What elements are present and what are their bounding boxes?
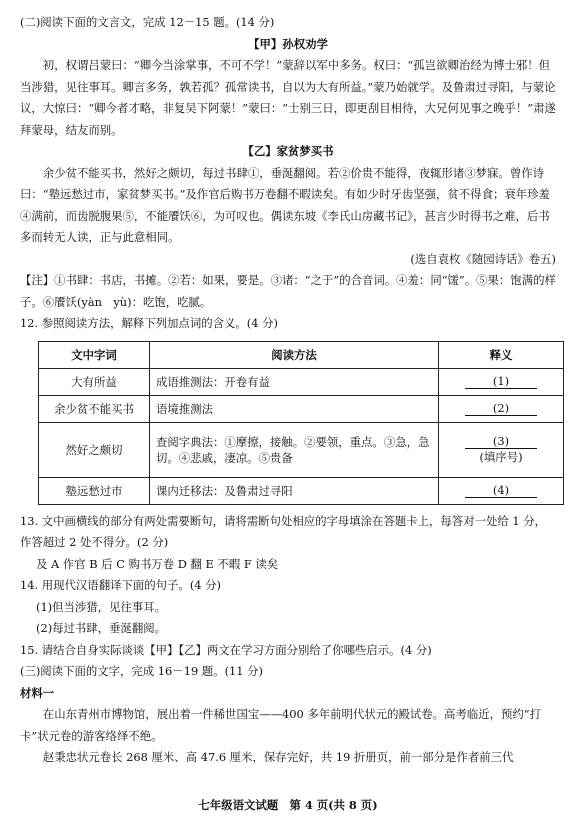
vocab-table <box>38 341 564 505</box>
table-row <box>39 477 564 504</box>
table-cell-answer <box>439 422 564 477</box>
answer-blank: (1) <box>465 374 537 389</box>
table-cell-method: 查阅字典法：①摩擦，接触。②要领，重点。③急，急切。④悲戚，凄凉。⑤贵备 <box>150 422 439 477</box>
passage-jia-title: 【甲】孙权劝学 <box>248 36 328 51</box>
table-cell-answer <box>439 368 564 395</box>
material-1-text: 在山东青州市博物馆，展出着一件稀世国宝——400 多年前明代状元的殿试卷。高考临近，预约“打卡”状元卷的游客络绎不绝。 <box>20 707 542 743</box>
table-row <box>39 395 564 422</box>
question-14-sentence-2: (2)每过书肆，垂涎翻阅。 <box>36 621 167 635</box>
table-row <box>39 368 564 395</box>
table-cell-word: 塾远愁过市 <box>39 477 150 504</box>
table-header: 阅读方法 <box>150 341 439 368</box>
table-cell-method: 成语推测法：开卷有益 <box>150 368 439 395</box>
annotation-note: 【注】①书肆：书店，书摊。②若：如果，要是。③诸：“之于”的合音词。④羞：同“馐”。⑤果：饱满的样子。⑥餍饫(yàn yù)：吃饱，吃腻。 <box>20 273 556 309</box>
question-14: 14. 用现代汉语翻译下面的句子。(4 分) <box>20 578 221 592</box>
page-footer: 七年级语文试题 第 4 页(共 8 页) <box>198 798 378 812</box>
passage-source: (选自袁枚《随园诗话》卷五) <box>410 251 556 266</box>
answer-blank: (4) <box>465 483 537 498</box>
answer-blank: (3) <box>465 434 537 449</box>
table-header-row <box>39 341 564 368</box>
material-1-text-2: 赵秉忠状元卷长 268 厘米、高 47.6 厘米，保存完好，共 19 折册页，前一部分是作者前三代 <box>42 750 514 764</box>
table-cell-answer <box>439 395 564 422</box>
question-15: 15. 请结合自身实际谈谈【甲】【乙】两文在学习方面分别给了你哪些启示。(4 分) <box>20 642 432 657</box>
passage-yi-title: 【乙】家贫梦买书 <box>242 144 334 158</box>
material-1-title: 材料一 <box>20 685 55 700</box>
section2-title: (二)阅读下面的文言文，完成 12－15 题。(14 分) <box>20 15 275 29</box>
table-cell-answer <box>439 477 564 504</box>
table-cell-method: 课内迁移法：及鲁肃过寻阳 <box>150 477 439 504</box>
question-13: 13. 文中画横线的部分有两处需要断句，请将需断句处相应的字母填涂在答题卡上，每答对一处给 1 分，作答超过 2 处不得分。(2 分) <box>20 513 547 549</box>
passage-yi-text: 余少贫不能买书，然好之颇切，每过书肆①，垂涎翻阅。若②价贵不能得，夜辄形诸③梦寐。曾作诗曰：“塾远愁过市，家贫梦买书。”及作官后购书万卷翻不暇读矣。有如少时牙齿坚强，贫不得食；衰年珍羞④满前，而齿脱腹果⑤，不能餍饫⑥，为可叹也。偶读东坡《李氏山房藏书记》，甚言少时得书之难，后书多而转无人读，正与此意相同。 <box>20 165 550 244</box>
table-cell-word: 大有所益 <box>39 368 150 395</box>
answer-hint: (填序号) <box>479 450 523 464</box>
table-header: 释义 <box>439 341 564 368</box>
question-12: 12. 参照阅读方法，解释下列加点词的含义。(4 分) <box>20 316 278 330</box>
table-cell-word: 余少贫不能买书 <box>39 395 150 422</box>
answer-blank: (2) <box>465 401 537 416</box>
exam-page <box>20 12 556 769</box>
question-13-options: 及 A 作官 B 后 C 购书万卷 D 翻 E 不暇 F 读矣 <box>36 556 279 571</box>
passage-jia-text: 初，权谓吕蒙曰：“卿今当涂掌事，不可不学！”蒙辞以军中多务。权曰：“孤岂欲卿治经为博士邪！但当涉猎，见往事耳。卿言多务，孰若孤？孤常读书，自以为大有所益。”蒙乃始就学。及鲁肃过寻阳，与蒙论议，大惊曰：“卿今者才略，非复吴下阿蒙！”蒙曰：“士别三日，即更刮目相待，大兄何见事之晚乎！”肃遂拜蒙母，结友而别。 <box>20 58 556 137</box>
table-header: 文中字词 <box>39 341 150 368</box>
table-row <box>39 422 564 477</box>
table-cell-word: 然好之颇切 <box>39 422 150 477</box>
section3-title: (三)阅读下面的文字，完成 16－19 题。(11 分) <box>20 664 263 678</box>
question-14-sentence-1: (1)但当涉猎，见往事耳。 <box>36 599 167 614</box>
table-cell-method: 语境推测法 <box>150 395 439 422</box>
